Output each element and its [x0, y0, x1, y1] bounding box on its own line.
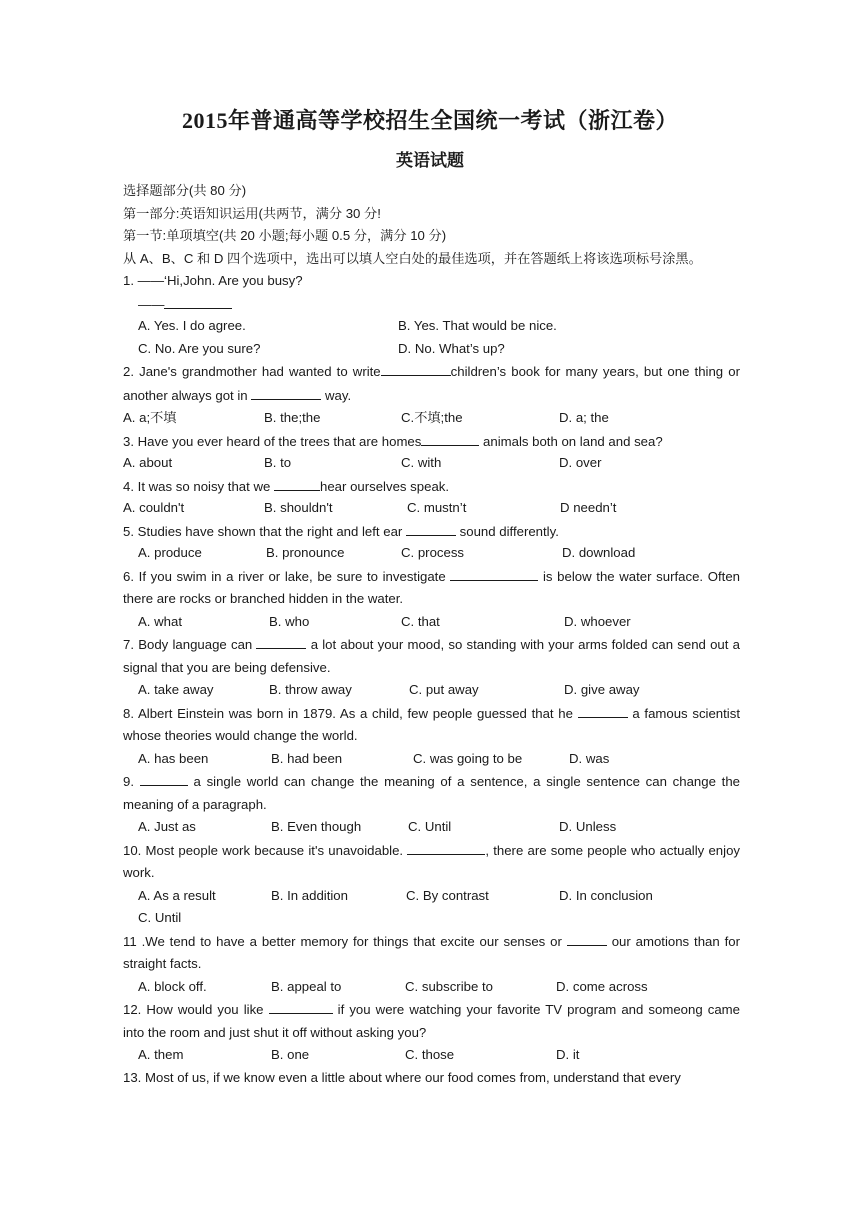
option-b: B. pronounce [266, 545, 345, 560]
option-d: D. In conclusion [559, 887, 653, 903]
option-a: A. what [138, 613, 182, 629]
option-c: C. that [401, 613, 440, 629]
options-row [123, 976, 740, 999]
options-row [123, 452, 740, 475]
option-a: A. them [138, 1047, 184, 1062]
answer-blank [450, 565, 538, 581]
answer-blank [251, 384, 321, 400]
answer-blank [256, 633, 306, 649]
option-b: B. throw away [269, 682, 352, 697]
option-b: B. had been [271, 750, 343, 766]
options-row [123, 748, 740, 771]
question-6: 6. If you swim in a river or lake, be sure to investigate is below the water surface. Often there are rocks or branched hidden in the water. [123, 565, 740, 611]
option-c: C. mustn’t [407, 500, 467, 515]
question-13: 13. Most of us, if we know even a little about where our food comes from, understand that every [123, 1069, 681, 1085]
question-12: 12. How would you like if you were watching your favorite TV program and someong came into the room and just shut it off without asking you? [123, 998, 740, 1044]
option-a: A. Just as [138, 819, 196, 834]
option-b: B. appeal to [271, 978, 342, 994]
option-b: B. shouldn't [264, 500, 333, 515]
answer-blank [567, 930, 607, 946]
option-c: C. By contrast [406, 887, 489, 903]
options-row [123, 497, 740, 520]
page-subtitle: 英语试题 [396, 151, 464, 170]
question-10: 10. Most people work because it's unavoidable. , there are some people who actually enjoy work. [123, 839, 740, 885]
option-a: A. has been [138, 750, 209, 766]
options-row [123, 885, 740, 908]
answer-blank [407, 839, 485, 855]
option-c: C. process [401, 545, 465, 560]
answer-blank [421, 430, 479, 446]
exam-body [123, 180, 740, 1089]
subsection-heading: 第一节:单项填空(共 20 小题;每小题 0.5 分，满分 10 分) [123, 228, 447, 243]
options-row [123, 315, 740, 338]
options-row [123, 338, 740, 361]
option-a: A. As a result [138, 887, 216, 903]
options-row [123, 611, 740, 634]
option-a: A. produce [138, 545, 202, 560]
answer-blank [274, 475, 320, 491]
option-a: A. a;不填 [123, 410, 177, 425]
option-extra: C. Until [138, 910, 182, 925]
option-a: A. couldn't [123, 500, 185, 515]
options-row [123, 816, 740, 839]
options-row [123, 542, 740, 565]
options-row [123, 1044, 740, 1067]
options-row [123, 907, 740, 930]
option-a: A. take away [138, 682, 214, 697]
option-b: B. who [269, 613, 310, 629]
answer-blank [164, 293, 232, 309]
option-d: D. whoever [564, 613, 631, 629]
part-heading: 第一部分:英语知识运用(共两节，满分 30 分! [123, 205, 381, 221]
question-4: 4. It was so noisy that we hear ourselves speak. [123, 475, 740, 498]
option-d: D. Unless [559, 819, 617, 834]
option-d: D. it [556, 1047, 580, 1062]
option-b: B. one [271, 1047, 310, 1062]
answer-blank [578, 702, 628, 718]
option-a: A. block off. [138, 978, 207, 994]
option-a: A. about [123, 455, 173, 470]
option-c: C. put away [409, 682, 479, 697]
answer-blank [140, 770, 188, 786]
instructions: 从 A、B、C 和 D 四个选项中，选出可以填人空白处的最佳选项，并在答题纸上将该选项标号涂黑。 [123, 250, 702, 266]
option-c: C. those [405, 1047, 455, 1062]
option-d: D. a; the [559, 410, 609, 425]
option-c: C. No. Are you sure? [138, 340, 261, 356]
option-c: C.不填;the [401, 410, 463, 425]
option-d: D. download [562, 545, 636, 560]
question-3: 3. Have you ever heard of the trees that are homes animals both on land and sea? [123, 430, 740, 453]
question-9: 9. a single world can change the meaning of a sentence, a single sentence can change the meaning of a paragraph. [123, 770, 740, 816]
question-1: 1. ——‘Hi,John. Are you busy? [123, 273, 303, 288]
page-title: 2015年普通高等学校招生全国统一考试（浙江卷） [181, 108, 678, 133]
option-a: A. Yes. I do agree. [138, 318, 246, 333]
option-d: D. over [559, 455, 602, 470]
question-11: 11 .We tend to have a better memory for things that excite our senses or our amotions than for straight facts. [123, 930, 740, 976]
option-b: B. the;the [264, 410, 321, 425]
option-c: C. Until [408, 819, 452, 834]
answer-blank [381, 360, 451, 376]
option-d: D needn’t [560, 500, 617, 515]
option-b: B. In addition [271, 887, 348, 903]
option-b: B. Even though [271, 819, 362, 834]
question-8: 8. Albert Einstein was born in 1879. As a child, few people guessed that he a famous scientist whose theories would change the world. [123, 702, 740, 748]
option-d: D. was [569, 750, 610, 766]
option-d: D. No. What’s up? [398, 340, 505, 356]
section-heading: 选择题部分(共 80 分) [123, 183, 247, 198]
options-row [123, 407, 740, 430]
question-7: 7. Body language can a lot about your mood, so standing with your arms folded can send out a signal that you are being defensive. [123, 633, 740, 679]
options-row [123, 679, 740, 702]
option-c: C. subscribe to [405, 978, 493, 994]
option-c: C. with [401, 455, 442, 470]
option-c: C. was going to be [413, 750, 523, 766]
question-1-reply: —— [123, 293, 740, 316]
answer-blank [269, 998, 333, 1014]
option-d: D. come across [556, 978, 648, 994]
question-2: 2. Jane's grandmother had wanted to write children’s book for many years, but one thing or another always got in way. [123, 360, 740, 407]
option-d: D. give away [564, 682, 640, 697]
option-b: B. Yes. That would be nice. [398, 318, 557, 333]
option-b: B. to [264, 455, 292, 470]
question-5: 5. Studies have shown that the right and left ear sound differently. [123, 520, 740, 543]
answer-blank [406, 520, 456, 536]
